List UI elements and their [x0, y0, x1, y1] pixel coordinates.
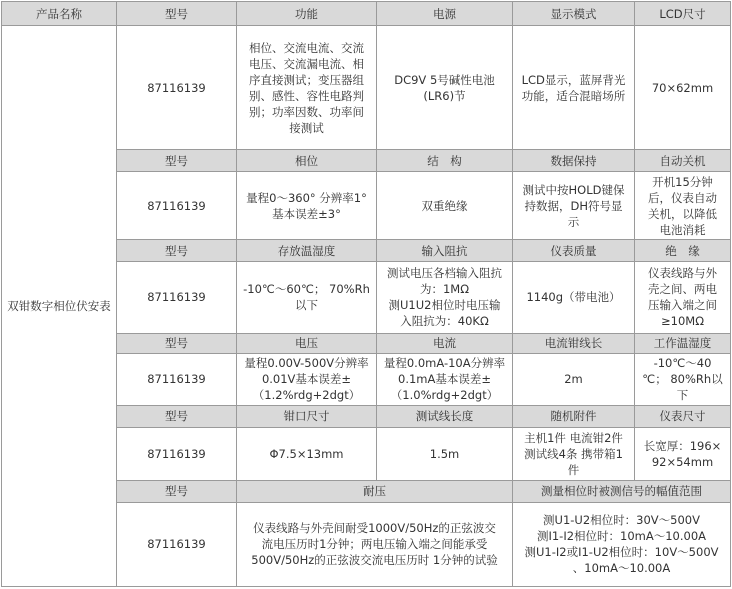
s4-voltage: 量程0.00V-500V分辨率 0.01V基本误差± （1.2%rdg+2dgt）	[237, 353, 377, 405]
row1-function: 相位、交流电流、交流 电压、交流漏电流、相 序直接测试；变压器组 别、感性、容性电路判 别；功率因数、功率间 接测试	[237, 26, 377, 150]
s3-header-insulation: 绝 缘	[635, 240, 731, 262]
row1-power: DC9V 5号碱性电池 (LR6)节	[377, 26, 513, 150]
product-name-cell: 双钳数字相位伏安表	[2, 26, 117, 587]
s3-insulation: 仪表线路与外 壳之间、两电 压输入端之间 ≥10MΩ	[635, 262, 731, 333]
s4-clamp-length: 2m	[513, 353, 635, 405]
s3-header-impedance: 输入阻抗	[377, 240, 513, 262]
s6-withstand: 仪表线路与外壳间耐受1000V/50Hz的正弦波交 流电压历时1分钟；两电压输入端之间能承受 500V/50Hz的正弦波交流电压历时 1分钟的试验	[237, 502, 513, 586]
header-product-name: 产品名称	[2, 2, 117, 26]
row1-model: 87116139	[117, 26, 237, 150]
s4-header-current: 电流	[377, 333, 513, 353]
s3-header-model: 型号	[117, 240, 237, 262]
s3-model: 87116139	[117, 262, 237, 333]
header-model: 型号	[117, 2, 237, 26]
s3-header-mass: 仪表质量	[513, 240, 635, 262]
s2-phase: 量程0～360° 分辨率1° 基本误差±3°	[237, 172, 377, 240]
s3-storage: -10℃～60℃； 70%Rh 以下	[237, 262, 377, 333]
s4-header-clamp-length: 电流钳线长	[513, 333, 635, 353]
s4-model: 87116139	[117, 353, 237, 405]
header-lcd-size: LCD尺寸	[635, 2, 731, 26]
s2-auto-off: 开机15分钟 后，仪表自动 关机，以降低 电池消耗	[635, 172, 731, 240]
s2-structure: 双重绝缘	[377, 172, 513, 240]
s3-impedance: 测试电压各档输入阻抗 为：1MΩ 测U1U2相位时电压输 入阻抗为：40KΩ	[377, 262, 513, 333]
s3-mass: 1140g（带电池）	[513, 262, 635, 333]
s6-amplitude: 测U1-U2相位时：30V～500V 测I1-I2相位时：10mA～10.00A 测U1-I2或I1-U2相位时：10V～500V 、10mA～10.00A	[513, 502, 731, 586]
s2-header-structure: 结 构	[377, 150, 513, 172]
s5-model: 87116139	[117, 427, 237, 480]
s2-header-model: 型号	[117, 150, 237, 172]
s3-header-storage: 存放温湿度	[237, 240, 377, 262]
row1-display: LCD显示，蓝屏背光 功能，适合混暗场所	[513, 26, 635, 150]
s5-header-jaw-size: 钳口尺寸	[237, 405, 377, 427]
header-row	[2, 2, 731, 26]
s2-header-hold: 数据保持	[513, 150, 635, 172]
s5-lead-length: 1.5m	[377, 427, 513, 480]
s4-current: 量程0.0mA-10A分辨率 0.1mA基本误差± （1.0%rdg+2dgt）	[377, 353, 513, 405]
s5-header-accessories: 随机附件	[513, 405, 635, 427]
row1-data	[2, 26, 731, 150]
s2-header-auto-off: 自动关机	[635, 150, 731, 172]
s2-hold: 测试中按HOLD键保 持数据，DH符号显 示	[513, 172, 635, 240]
header-function: 功能	[237, 2, 377, 26]
s5-accessories: 主机1件 电流钳2件 测试线4条 携带箱1 件	[513, 427, 635, 480]
spec-table	[1, 1, 731, 587]
s5-header-dimensions: 仪表尺寸	[635, 405, 731, 427]
s5-header-model: 型号	[117, 405, 237, 427]
s4-work-temp: -10℃～40 ℃； 80%Rh以 下	[635, 353, 731, 405]
s6-header-withstand: 耐压	[237, 480, 513, 502]
s5-jaw-size: Φ7.5×13mm	[237, 427, 377, 480]
s4-header-voltage: 电压	[237, 333, 377, 353]
s4-header-work-temp: 工作温湿度	[635, 333, 731, 353]
s5-dimensions: 长宽厚：196× 92×54mm	[635, 427, 731, 480]
s5-header-lead-length: 测试线长度	[377, 405, 513, 427]
header-power: 电源	[377, 2, 513, 26]
s2-model: 87116139	[117, 172, 237, 240]
row1-lcd-size: 70×62mm	[635, 26, 731, 150]
s6-header-model: 型号	[117, 480, 237, 502]
s6-model: 87116139	[117, 502, 237, 586]
s4-header-model: 型号	[117, 333, 237, 353]
header-display-mode: 显示模式	[513, 2, 635, 26]
s2-header-phase: 相位	[237, 150, 377, 172]
s6-header-amplitude: 测量相位时被测信号的幅值范围	[513, 480, 731, 502]
